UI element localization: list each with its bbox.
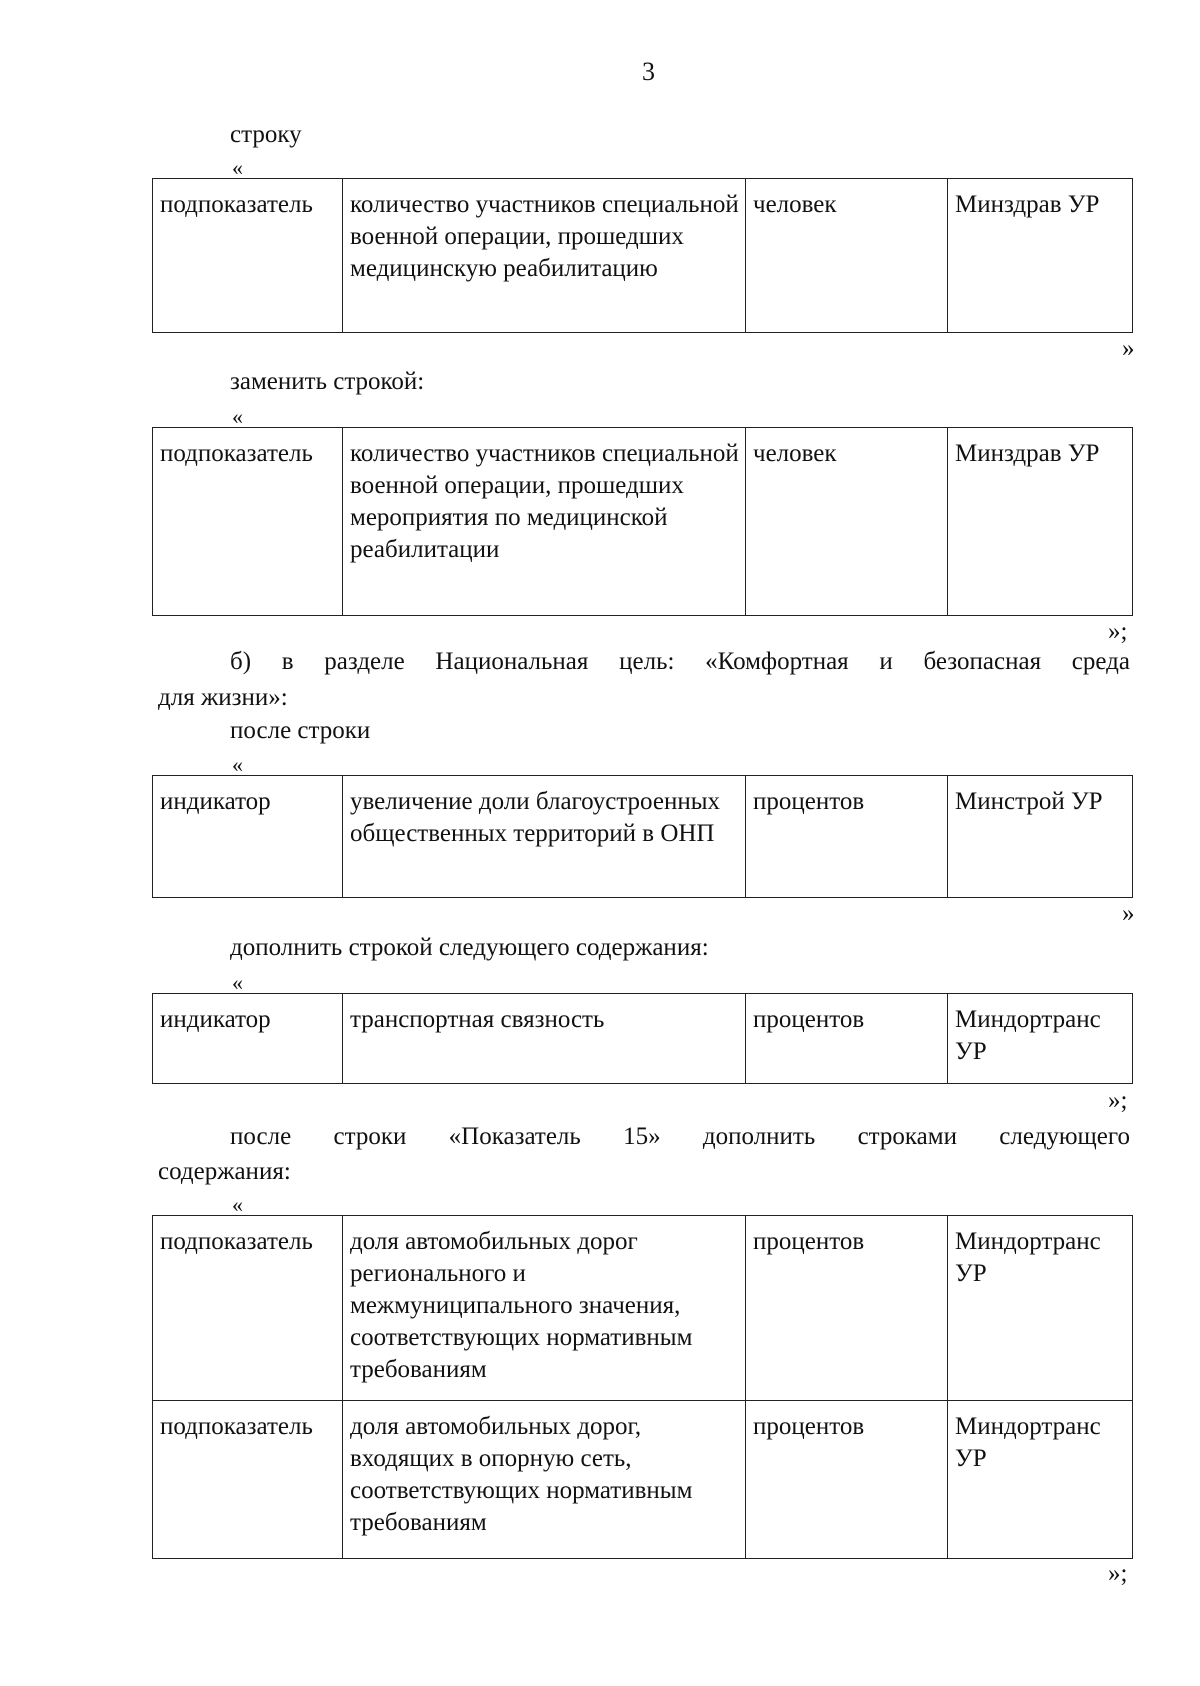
paragraph-after-line1: после строки «Показатель 15» дополнить строками следующего	[230, 1123, 1130, 1150]
cell-type: подпоказатель	[153, 179, 343, 333]
table-replacement-row	[152, 427, 1133, 616]
cell-type: подпоказатель	[153, 1216, 343, 1401]
paragraph-b-line1: б) в разделе Национальная цель: «Комфортная и безопасная среда	[230, 648, 1130, 675]
table-row	[153, 1216, 1133, 1401]
table-original-row	[152, 178, 1133, 333]
cell-name: количество участников специальной военной операции, прошедших медицинскую реабилитацию	[343, 179, 746, 333]
cell-org: Минздрав УР	[948, 179, 1133, 333]
table-row	[153, 428, 1133, 616]
cell-name: транспортная связность	[343, 994, 746, 1084]
open-quote: «	[232, 1192, 243, 1217]
cell-org: Миндортранс УР	[948, 1401, 1133, 1559]
table-row	[153, 776, 1133, 898]
cell-type: подпоказатель	[153, 1401, 343, 1559]
label-after-row: после строки	[230, 717, 371, 744]
cell-type: индикатор	[153, 776, 343, 898]
paragraph-b-line2: для жизни»:	[158, 684, 288, 711]
table-row	[153, 1401, 1133, 1559]
cell-org: Минздрав УР	[948, 428, 1133, 616]
table-new-indicator-row	[152, 993, 1133, 1084]
table-row	[153, 994, 1133, 1084]
table-indicator-row	[152, 775, 1133, 898]
cell-unit: процентов	[746, 776, 948, 898]
cell-name: количество участников специальной военной операции, прошедших мероприятия по медицинской реабилитации	[343, 428, 746, 616]
cell-org: Минстрой УР	[948, 776, 1133, 898]
cell-unit: процентов	[746, 994, 948, 1084]
cell-unit: процентов	[746, 1216, 948, 1401]
close-quote: »	[1122, 900, 1135, 927]
open-quote: «	[232, 155, 243, 180]
label-replace: заменить строкой:	[230, 368, 425, 395]
label-add-row: дополнить строкой следующего содержания:	[230, 934, 709, 961]
cell-org: Миндортранс УР	[948, 994, 1133, 1084]
cell-name: доля автомобильных дорог, входящих в опорную сеть, соответствующих нормативным требованиям	[343, 1401, 746, 1559]
cell-unit: человек	[746, 179, 948, 333]
cell-unit: процентов	[746, 1401, 948, 1559]
cell-name: доля автомобильных дорог регионального и межмуниципального значения, соответствующих нормативным требованиям	[343, 1216, 746, 1401]
cell-unit: человек	[746, 428, 948, 616]
cell-type: индикатор	[153, 994, 343, 1084]
close-quote-semicolon: »;	[1108, 1560, 1128, 1587]
close-quote-semicolon: »;	[1108, 1087, 1128, 1114]
table-row	[153, 179, 1133, 333]
cell-type: подпоказатель	[153, 428, 343, 616]
table-new-subindicator-rows	[152, 1215, 1133, 1559]
label-stroku: строку	[230, 121, 302, 148]
open-quote: «	[232, 752, 243, 777]
page-number: 3	[642, 57, 655, 86]
paragraph-after-line2: содержания:	[158, 1158, 291, 1185]
close-quote: »	[1122, 335, 1135, 362]
close-quote-semicolon: »;	[1108, 618, 1128, 645]
open-quote: «	[232, 970, 243, 995]
open-quote: «	[232, 404, 243, 429]
cell-org: Миндортранс УР	[948, 1216, 1133, 1401]
cell-name: увеличение доли благоустроенных общественных территорий в ОНП	[343, 776, 746, 898]
